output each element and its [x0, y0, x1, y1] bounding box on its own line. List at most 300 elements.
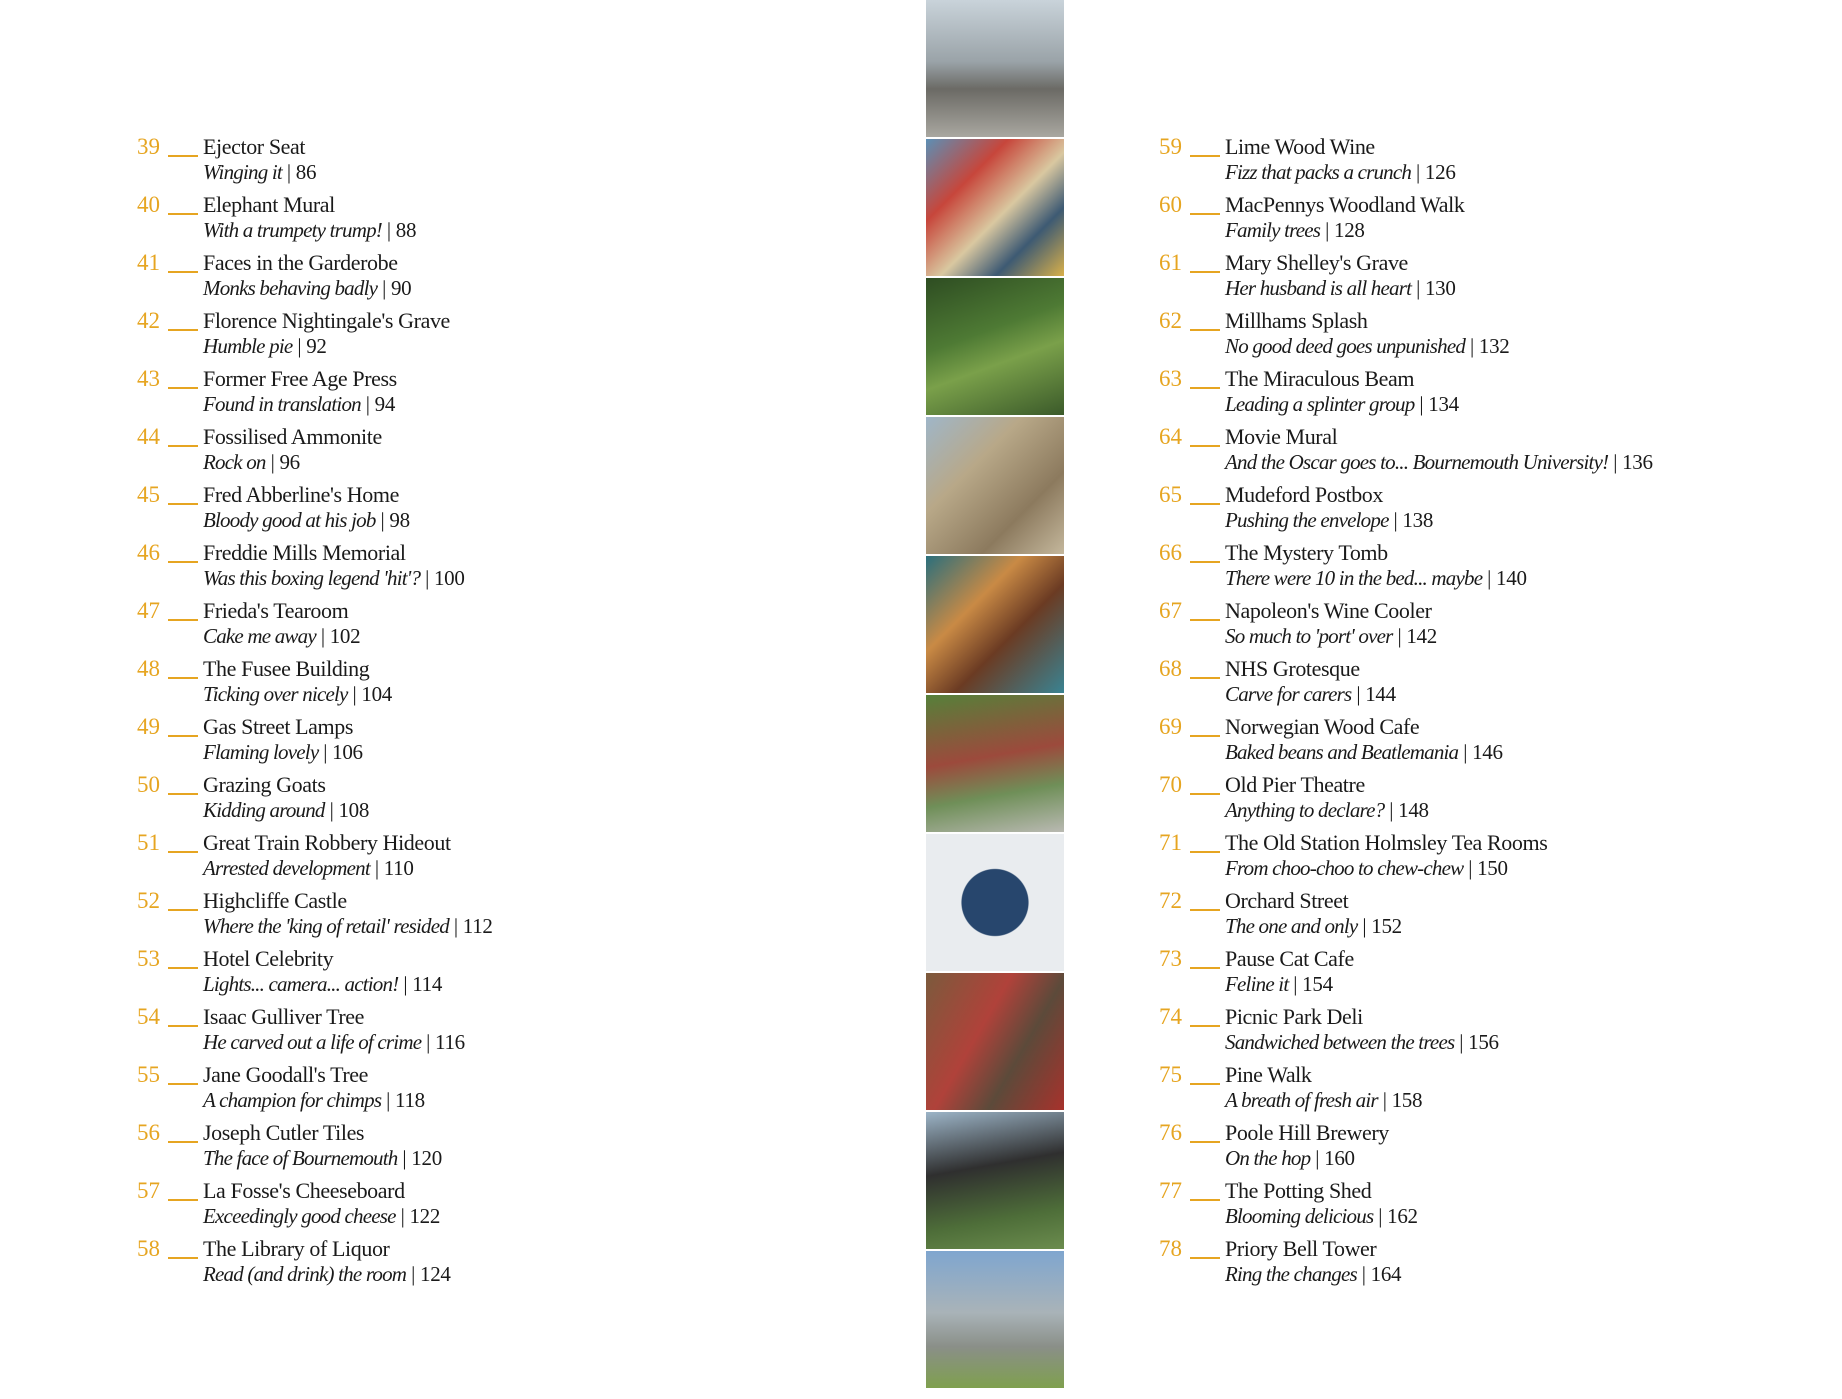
entry-number: 60 — [1159, 192, 1225, 250]
entry-separator: | — [1463, 856, 1478, 880]
toc-entry — [1159, 192, 1799, 250]
entry-page: 158 — [1391, 1088, 1423, 1112]
entry-title: Former Free Age Press — [203, 366, 397, 391]
photo-castle — [926, 1251, 1064, 1390]
entry-body — [203, 1004, 897, 1062]
entry-page: 126 — [1424, 160, 1456, 184]
entry-subtitle — [1225, 218, 1799, 242]
entry-title: Florence Nightingale's Grave — [203, 308, 450, 333]
entry-subtitle — [203, 1204, 897, 1228]
entry-tagline: Family trees — [1225, 218, 1321, 242]
entry-body — [203, 424, 897, 482]
toc-entry — [137, 192, 897, 250]
entry-tagline: From choo-choo to chew-chew — [1225, 856, 1464, 880]
entry-page: 120 — [411, 1146, 442, 1170]
toc-entry — [1159, 772, 1799, 830]
entry-body — [1225, 1062, 1799, 1120]
entry-separator: | — [1356, 1262, 1371, 1286]
entry-title: Frieda's Tearoom — [203, 598, 349, 623]
entry-subtitle — [203, 1146, 897, 1170]
toc-entry — [1159, 1120, 1799, 1178]
entry-tagline: Her husband is all heart — [1225, 276, 1412, 300]
entry-title: The Fusee Building — [203, 656, 370, 681]
entry-subtitle — [203, 566, 897, 590]
entry-separator: | — [448, 914, 463, 938]
entry-title: Napoleon's Wine Cooler — [1225, 598, 1432, 623]
entry-body — [203, 888, 897, 946]
entry-body — [203, 192, 897, 250]
entry-tagline: And the Oscar goes to... Bournemouth University! — [1225, 450, 1609, 474]
entry-page: 132 — [1478, 334, 1510, 358]
entry-page: 90 — [390, 276, 412, 300]
entry-tagline: Kidding around — [203, 798, 325, 822]
entry-body — [1225, 830, 1799, 888]
entry-number: 63 — [1159, 366, 1225, 424]
photo-stone-building — [926, 417, 1064, 556]
photo-strip — [926, 0, 1064, 1399]
entry-body — [203, 656, 897, 714]
toc-entry — [1159, 888, 1799, 946]
toc-entry — [1159, 714, 1799, 772]
entry-separator: | — [1373, 1204, 1388, 1228]
entry-number: 72 — [1159, 888, 1225, 946]
entry-separator: | — [1320, 218, 1334, 242]
entry-tagline: Blooming delicious — [1225, 1204, 1374, 1228]
entry-title: Freddie Mills Memorial — [203, 540, 406, 565]
entry-page: 154 — [1302, 972, 1333, 996]
entry-body — [1225, 598, 1799, 656]
entry-separator: | — [395, 1204, 410, 1228]
entry-title: The Miraculous Beam — [1225, 366, 1415, 391]
entry-separator: | — [420, 566, 434, 590]
toc-entry — [1159, 482, 1799, 540]
toc-entry — [1159, 366, 1799, 424]
entry-page: 116 — [435, 1030, 465, 1054]
entry-separator: | — [381, 218, 396, 242]
toc-entry — [137, 134, 897, 192]
photo-beach-rocks — [926, 0, 1064, 139]
entry-separator: | — [1388, 508, 1403, 532]
entry-subtitle — [203, 798, 897, 822]
entry-tagline: Ring the changes — [1225, 1262, 1357, 1286]
toc-entry — [137, 830, 897, 888]
entry-number: 55 — [137, 1062, 203, 1120]
entry-separator: | — [421, 1030, 436, 1054]
entry-separator: | — [281, 160, 296, 184]
entry-number: 53 — [137, 946, 203, 1004]
entry-number: 46 — [137, 540, 203, 598]
entry-page: 140 — [1496, 566, 1527, 590]
toc-entry — [137, 1062, 897, 1120]
entry-separator: | — [1384, 798, 1399, 822]
entry-page: 96 — [279, 450, 300, 474]
entry-title: Elephant Mural — [203, 192, 335, 217]
entry-page: 108 — [338, 798, 370, 822]
entry-number: 66 — [1159, 540, 1225, 598]
entry-title: MacPennys Woodland Walk — [1225, 192, 1465, 217]
entry-separator: | — [381, 1088, 396, 1112]
entry-page: 94 — [374, 392, 396, 416]
entry-tagline: Lights... camera... action! — [203, 972, 399, 996]
entry-number: 75 — [1159, 1062, 1225, 1120]
entry-separator: | — [347, 682, 362, 706]
toc-entry — [137, 308, 897, 366]
entry-subtitle — [203, 392, 897, 416]
entry-title: Fred Abberline's Home — [203, 482, 399, 507]
entry-title: Norwegian Wood Cafe — [1225, 714, 1420, 739]
entry-separator: | — [360, 392, 375, 416]
entry-number: 73 — [1159, 946, 1225, 1004]
entry-tagline: Baked beans and Beatlemania — [1225, 740, 1459, 764]
entry-number: 47 — [137, 598, 203, 656]
entry-separator: | — [1310, 1146, 1325, 1170]
entry-body — [1225, 1236, 1799, 1294]
entry-separator: | — [318, 740, 333, 764]
entry-page: 124 — [420, 1262, 451, 1286]
entry-separator: | — [375, 508, 390, 532]
entry-body — [1225, 192, 1799, 250]
entry-tagline: Found in translation — [203, 392, 361, 416]
entry-number: 41 — [137, 250, 203, 308]
entry-subtitle — [1225, 566, 1799, 590]
toc-entry — [137, 250, 897, 308]
entry-number: 56 — [137, 1120, 203, 1178]
entry-number: 50 — [137, 772, 203, 830]
photo-guitars — [926, 556, 1064, 695]
photo-black-shed — [926, 1112, 1064, 1251]
entry-tagline: He carved out a life of crime — [203, 1030, 422, 1054]
entry-subtitle — [1225, 1088, 1799, 1112]
entry-number: 57 — [137, 1178, 203, 1236]
entry-number: 78 — [1159, 1236, 1225, 1294]
entry-tagline: Read (and drink) the room — [203, 1262, 407, 1286]
entry-page: 102 — [329, 624, 361, 648]
entry-title: Pause Cat Cafe — [1225, 946, 1354, 971]
entry-number: 58 — [137, 1236, 203, 1294]
entry-tagline: Leading a splinter group — [1225, 392, 1415, 416]
entry-page: 130 — [1424, 276, 1456, 300]
entry-subtitle — [203, 160, 897, 184]
entry-title: Ejector Seat — [203, 134, 306, 159]
entry-body — [1225, 308, 1799, 366]
entry-tagline: Anything to declare? — [1225, 798, 1385, 822]
toc-entry — [137, 656, 897, 714]
entry-number: 40 — [137, 192, 203, 250]
entry-subtitle — [203, 334, 897, 358]
photo-elephant-mural — [926, 139, 1064, 278]
toc-entry — [137, 946, 897, 1004]
entry-subtitle — [1225, 392, 1799, 416]
entry-tagline: Was this boxing legend 'hit'? — [203, 566, 421, 590]
entry-number: 70 — [1159, 772, 1225, 830]
entry-body — [203, 772, 897, 830]
toc-entry — [1159, 1004, 1799, 1062]
toc-entry — [137, 1004, 897, 1062]
photo-woodland — [926, 278, 1064, 417]
entry-body — [1225, 772, 1799, 830]
entry-subtitle — [1225, 508, 1799, 532]
toc-entry — [1159, 1236, 1799, 1294]
entry-title: Pine Walk — [1225, 1062, 1312, 1087]
entry-separator: | — [1357, 914, 1372, 938]
entry-title: Movie Mural — [1225, 424, 1338, 449]
entry-number: 62 — [1159, 308, 1225, 366]
entry-number: 54 — [137, 1004, 203, 1062]
entry-subtitle — [203, 1030, 897, 1054]
toc-entry — [137, 482, 897, 540]
entry-number: 59 — [1159, 134, 1225, 192]
entry-page: 156 — [1468, 1030, 1499, 1054]
entry-body — [203, 1062, 897, 1120]
entry-page: 160 — [1324, 1146, 1355, 1170]
toc-entry — [1159, 830, 1799, 888]
entry-number: 39 — [137, 134, 203, 192]
entry-page: 134 — [1428, 392, 1459, 416]
entry-subtitle — [203, 856, 897, 880]
entry-subtitle — [1225, 1262, 1799, 1286]
entry-subtitle — [1225, 740, 1799, 764]
entry-separator: | — [1465, 334, 1479, 358]
entry-separator: | — [324, 798, 339, 822]
entry-title: Hotel Celebrity — [203, 946, 334, 971]
entry-page: 152 — [1371, 914, 1402, 938]
entry-body — [1225, 540, 1799, 598]
entry-separator: | — [1454, 1030, 1469, 1054]
entry-tagline: So much to 'port' over — [1225, 624, 1393, 648]
entry-body — [1225, 250, 1799, 308]
entry-tagline: A breath of fresh air — [1225, 1088, 1378, 1112]
entry-body — [1225, 1120, 1799, 1178]
toc-entry — [1159, 598, 1799, 656]
entry-title: Millhams Splash — [1225, 308, 1368, 333]
entry-number: 74 — [1159, 1004, 1225, 1062]
entry-number: 71 — [1159, 830, 1225, 888]
entry-page: 86 — [295, 160, 317, 184]
entry-page: 112 — [462, 914, 493, 938]
entry-body — [203, 134, 897, 192]
entry-body — [203, 1120, 897, 1178]
entry-number: 48 — [137, 656, 203, 714]
entry-tagline: There were 10 in the bed... maybe — [1225, 566, 1483, 590]
entry-title: Faces in the Garderobe — [203, 250, 398, 275]
entry-title: Gas Street Lamps — [203, 714, 354, 739]
entry-number: 52 — [137, 888, 203, 946]
entry-subtitle — [203, 624, 897, 648]
entry-title: Priory Bell Tower — [1225, 1236, 1377, 1261]
toc-entry — [137, 888, 897, 946]
entry-subtitle — [203, 1262, 897, 1286]
entry-page: 92 — [306, 334, 327, 358]
entry-tagline: On the hop — [1225, 1146, 1311, 1170]
entry-body — [203, 1236, 897, 1294]
entry-body — [203, 250, 897, 308]
entry-separator: | — [1377, 1088, 1392, 1112]
entry-subtitle — [203, 508, 897, 532]
entry-page: 138 — [1402, 508, 1434, 532]
entry-tagline: Sandwiched between the trees — [1225, 1030, 1455, 1054]
entry-body — [203, 540, 897, 598]
entry-body — [1225, 482, 1799, 540]
entry-number: 76 — [1159, 1120, 1225, 1178]
entry-tagline: Carve for carers — [1225, 682, 1352, 706]
entry-subtitle — [1225, 682, 1799, 706]
entry-page: 118 — [395, 1088, 425, 1112]
entry-tagline: Where the 'king of retail' resided — [203, 914, 449, 938]
entry-title: Grazing Goats — [203, 772, 326, 797]
entry-body — [1225, 656, 1799, 714]
toc-entry — [1159, 946, 1799, 1004]
entry-subtitle — [203, 914, 897, 938]
entry-title: Picnic Park Deli — [1225, 1004, 1363, 1029]
toc-entry — [137, 540, 897, 598]
entry-page: 162 — [1387, 1204, 1418, 1228]
entry-number: 65 — [1159, 482, 1225, 540]
toc-entry — [137, 598, 897, 656]
entry-body — [203, 714, 897, 772]
entry-number: 51 — [137, 830, 203, 888]
entry-title: Great Train Robbery Hideout — [203, 830, 451, 855]
toc-entry — [1159, 540, 1799, 598]
entry-page: 144 — [1365, 682, 1396, 706]
entry-separator: | — [1351, 682, 1366, 706]
entry-tagline: Arrested development — [203, 856, 370, 880]
entry-tagline: Cake me away — [203, 624, 316, 648]
entry-tagline: Pushing the envelope — [1225, 508, 1389, 532]
entry-subtitle — [1225, 624, 1799, 648]
entry-body — [1225, 946, 1799, 1004]
entry-subtitle — [1225, 1030, 1799, 1054]
entry-number: 61 — [1159, 250, 1225, 308]
entry-separator: | — [1392, 624, 1407, 648]
entry-title: Lime Wood Wine — [1225, 134, 1375, 159]
entry-tagline: With a trumpety trump! — [203, 218, 382, 242]
entry-separator: | — [292, 334, 307, 358]
entry-subtitle — [203, 1088, 897, 1112]
entry-number: 68 — [1159, 656, 1225, 714]
entry-separator: | — [1458, 740, 1473, 764]
entry-body — [203, 830, 897, 888]
entry-tagline: Feline it — [1225, 972, 1289, 996]
entry-subtitle — [1225, 160, 1799, 184]
photo-machinery — [926, 973, 1064, 1112]
entry-title: La Fosse's Cheeseboard — [203, 1178, 405, 1203]
entry-number: 42 — [137, 308, 203, 366]
toc-entry — [137, 366, 897, 424]
entry-tagline: Exceedingly good cheese — [203, 1204, 396, 1228]
entry-subtitle — [1225, 1204, 1799, 1228]
entry-subtitle — [203, 450, 897, 474]
entry-title: Highcliffe Castle — [203, 888, 347, 913]
entry-subtitle — [1225, 450, 1799, 474]
toc-column-right — [1159, 134, 1799, 1294]
entry-page: 106 — [332, 740, 363, 764]
entry-number: 43 — [137, 366, 203, 424]
entry-title: Joseph Cutler Tiles — [203, 1120, 365, 1145]
photo-street-cafe — [926, 695, 1064, 834]
entry-page: 114 — [412, 972, 443, 996]
entry-subtitle — [1225, 856, 1799, 880]
toc-entry — [1159, 1062, 1799, 1120]
entry-tagline: Flaming lovely — [203, 740, 319, 764]
entry-subtitle — [203, 218, 897, 242]
entry-title: Isaac Gulliver Tree — [203, 1004, 365, 1029]
entry-separator: | — [369, 856, 384, 880]
entry-body — [1225, 888, 1799, 946]
entry-number: 44 — [137, 424, 203, 482]
entry-page: 122 — [409, 1204, 441, 1228]
photo-blue-plaque — [926, 834, 1064, 973]
entry-number: 49 — [137, 714, 203, 772]
entry-title: Poole Hill Brewery — [1225, 1120, 1389, 1145]
toc-entry — [1159, 424, 1799, 482]
entry-title: The Mystery Tomb — [1225, 540, 1388, 565]
toc-entry — [137, 1178, 897, 1236]
entry-tagline: The face of Bournemouth — [203, 1146, 398, 1170]
entry-title: The Library of Liquor — [203, 1236, 390, 1261]
entry-page: 100 — [433, 566, 465, 590]
entry-page: 88 — [395, 218, 417, 242]
entry-title: Old Pier Theatre — [1225, 772, 1365, 797]
entry-separator: | — [397, 1146, 412, 1170]
entry-number: 69 — [1159, 714, 1225, 772]
entry-separator: | — [265, 450, 280, 474]
entry-page: 128 — [1334, 218, 1365, 242]
entry-body — [203, 946, 897, 1004]
entry-separator: | — [1414, 392, 1429, 416]
entry-separator: | — [377, 276, 391, 300]
entry-subtitle — [1225, 972, 1799, 996]
toc-entry — [1159, 250, 1799, 308]
entry-page: 98 — [389, 508, 410, 532]
toc-entry — [1159, 308, 1799, 366]
entry-number: 77 — [1159, 1178, 1225, 1236]
entry-tagline: Bloody good at his job — [203, 508, 376, 532]
entry-title: Fossilised Ammonite — [203, 424, 382, 449]
entry-separator: | — [1288, 972, 1303, 996]
entry-body — [1225, 366, 1799, 424]
entry-subtitle — [1225, 798, 1799, 822]
entry-separator: | — [1608, 450, 1623, 474]
entry-subtitle — [1225, 1146, 1799, 1170]
entry-tagline: A champion for chimps — [203, 1088, 382, 1112]
entry-tagline: Ticking over nicely — [203, 682, 348, 706]
entry-body — [203, 482, 897, 540]
toc-entry — [1159, 134, 1799, 192]
entry-subtitle — [203, 276, 897, 300]
entry-page: 150 — [1477, 856, 1508, 880]
entry-body — [203, 308, 897, 366]
entry-title: The Old Station Holmsley Tea Rooms — [1225, 830, 1548, 855]
entry-separator: | — [315, 624, 330, 648]
entry-page: 104 — [361, 682, 392, 706]
entry-title: Mary Shelley's Grave — [1225, 250, 1408, 275]
entry-tagline: The one and only — [1225, 914, 1358, 938]
entry-subtitle — [1225, 914, 1799, 938]
entry-tagline: No good deed goes unpunished — [1225, 334, 1466, 358]
toc-entry — [137, 1120, 897, 1178]
entry-tagline: Fizz that packs a crunch — [1225, 160, 1412, 184]
entry-number: 45 — [137, 482, 203, 540]
entry-separator: | — [398, 972, 413, 996]
entry-body — [203, 598, 897, 656]
entry-title: Jane Goodall's Tree — [203, 1062, 369, 1087]
entry-body — [203, 366, 897, 424]
entry-page: 146 — [1472, 740, 1503, 764]
entry-separator: | — [1482, 566, 1497, 590]
entry-subtitle — [1225, 276, 1799, 300]
entry-body — [1225, 1178, 1799, 1236]
entry-separator: | — [1411, 276, 1425, 300]
